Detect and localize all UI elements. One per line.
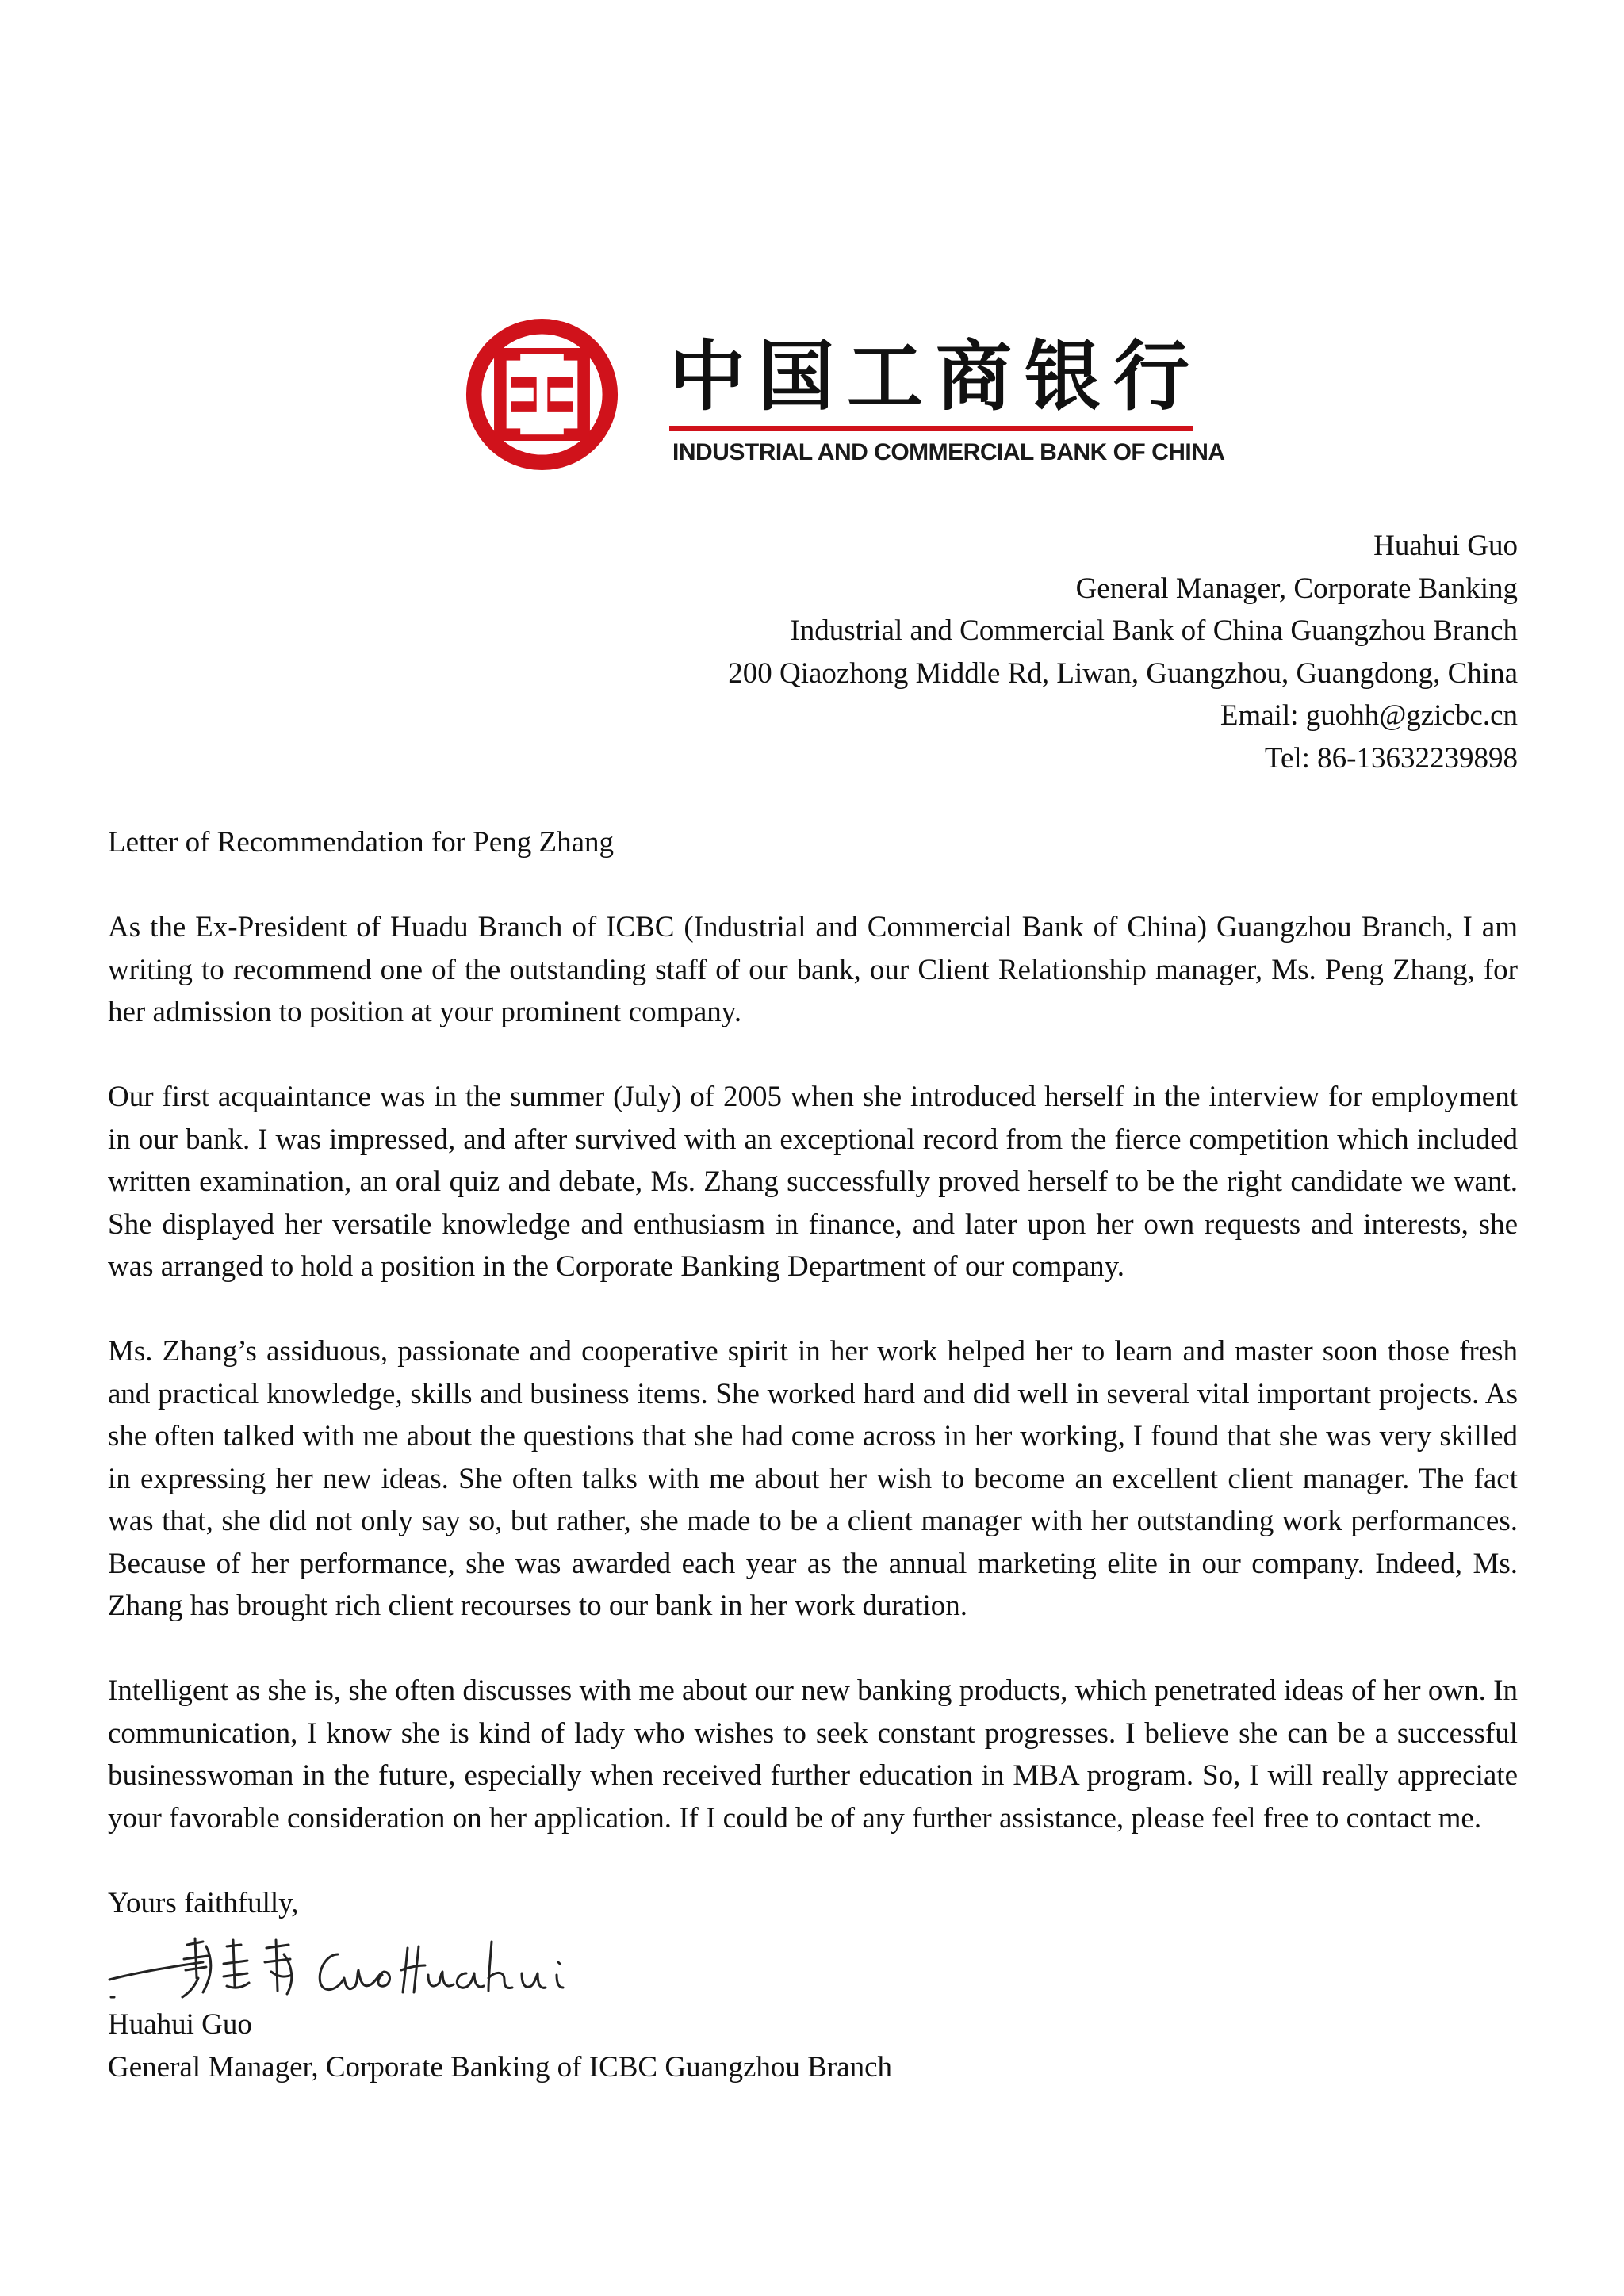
handwritten-signature [108, 1931, 584, 2003]
bank-logo [465, 313, 1225, 480]
letter-body [108, 821, 1518, 2088]
sender-organization: Industrial and Commercial Bank of China Guangzhou Branch [790, 614, 1518, 647]
icbc-emblem-icon [465, 317, 619, 472]
closing: Yours faithfully, [108, 1886, 299, 1919]
signer-name: Huahui Guo [108, 2008, 252, 2041]
sender-tel: Tel: 86-13632239898 [1264, 741, 1518, 775]
logo-underline [669, 426, 1193, 431]
paragraph-4: Intelligent as she is, she often discusses with me about our new banking products, which penetrated ideas of her own. In communication, I know she is kind of lady who wishes to seek constant progresses. I believe she can be a successful businesswoman in the future, especially when received further education in MBA program. So, I will really appreciate your favorable consideration on her application. If I could be of any further assistance, please feel free to contact me. [108, 1674, 1518, 1835]
paragraph-2: Our first acquaintance was in the summer (July) of 2005 when she introduced herself in the interview for employment in our bank. I was impressed, and after survived with an exceptional record from the fierce competition which included written examination, an oral quiz and debate, Ms. Zhang successfully proved herself to be the right candidate we want. She displayed her versatile knowledge and enthusiasm in finance, and later upon her own requests and interests, she was arranged to hold a position in the Corporate Banking Department of our company. [108, 1081, 1518, 1283]
sender-title: General Manager, Corporate Banking [1075, 572, 1518, 605]
bank-name-english: INDUSTRIAL AND COMMERCIAL BANK OF CHINA [672, 439, 1225, 465]
sender-address-block [728, 525, 1518, 779]
sender-name: Huahui Guo [1373, 530, 1518, 562]
letter-subject: Letter of Recommendation for Peng Zhang [108, 826, 615, 859]
paragraph-3: Ms. Zhang’s assiduous, passionate and cooperative spirit in her work helped her to learn and master soon those fresh and practical knowledge, skills and business items. She worked hard and did well in several vital important projects. As she often talked with me about the questions that she had come across in her working, I found that she was very skilled in expressing her new ideas. She often talks with me about her wish to become an excellent client manager. The fact was that, she did not only say so, but rather, she made to be a client manager with her outstanding work performances. Because of her performance, she was awarded each year as the annual marketing elite in our company. Indeed, Ms. Zhang has brought rich client recourses to our bank in her work duration. [108, 1335, 1518, 1622]
paragraph-1: As the Ex-President of Huadu Branch of ICBC (Industrial and Commercial Bank of China) Guangzhou Branch, I am writing to recommend one of the outstanding staff of our bank, our Client Relationship manager, Ms. Peng Zhang, for her admission to position at your prominent company. [108, 911, 1518, 1028]
bank-name-chinese: 中国工商银行 [669, 332, 1202, 421]
sender-email: Email: guohh@gzicbc.cn [1220, 699, 1518, 732]
signer-title: General Manager, Corporate Banking of ICBC Guangzhou Branch [108, 2050, 893, 2084]
sender-address: 200 Qiaozhong Middle Rd, Liwan, Guangzhou, Guangdong, China [728, 656, 1518, 690]
